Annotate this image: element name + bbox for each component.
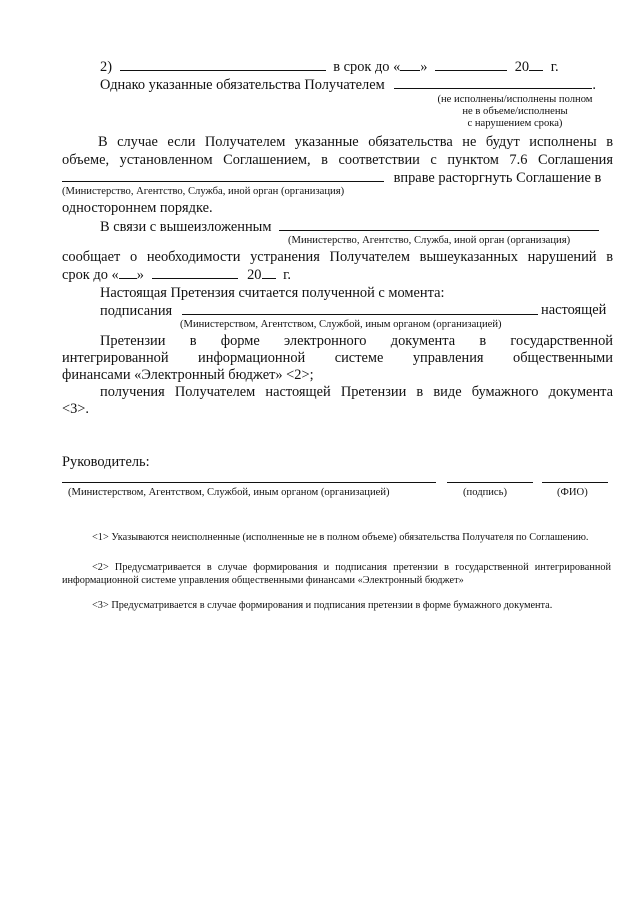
case-organ-caption: (Министерство, Агентство, Служба, иной орган (организация) [62,186,345,197]
due-deadline-label: срок до « [62,267,119,283]
signature-organ-caption: (Министерством, Агентством, Службой, иным органом (организацией) [68,487,390,498]
item-2-month-blank[interactable] [435,58,507,71]
item-2-line [100,58,559,76]
item-2-day-blank[interactable] [400,58,420,71]
claim-sign-prefix: подписания [100,303,173,319]
item-2-year-blank[interactable] [529,58,543,71]
signature-sign-caption: (подпись) [463,487,507,498]
item-2-deadline-label: в срок до « [333,59,401,75]
due-line-1 [100,218,599,236]
case-organ-blank[interactable] [62,169,384,182]
electronic-line-3: финансами «Электронный бюджет» <2>; [62,367,314,383]
however-period: . [592,77,596,93]
case-line-4: одностороннем порядке. [62,200,213,216]
however-caption-line-1: (не исполнены/исполнены полном [437,94,593,105]
item-2-year-suffix: г. [550,59,559,75]
electronic-line-2: интегрированной информационной системе управления общественными [62,350,613,366]
electronic-line-1: Претензии в форме электронного документа в государственной [100,333,613,349]
item-2-close-quote: » [420,59,428,75]
paper-line-1: получения Получателем настоящей Претензии в виде бумажного документа [100,384,613,400]
due-line-3 [62,266,291,284]
due-day-blank[interactable] [119,266,137,279]
signature-heading: Руководитель: [62,454,150,470]
however-text: Однако указанные обязательства Получателем [100,77,385,93]
claim-organ-blank[interactable] [182,302,538,315]
however-caption [420,94,610,130]
item-2-obligation-blank[interactable] [120,58,326,71]
footnote-1: <1> Указываются неисполненные (исполненные не в полном объеме) обязательства Получателя по Соглашению. [92,532,589,543]
signature-name-line[interactable] [542,482,608,483]
claim-line-1: Настоящая Претензия считается полученной с момента: [100,285,445,301]
however-caption-line-2: не в объеме/исполнены [462,106,568,117]
due-prefix: В связи с вышеизложенным [100,219,272,235]
due-organ-caption: (Министерство, Агентство, Служба, иной орган (организация) [288,235,571,246]
case-terminate-text: вправе расторгнуть Соглашение в [393,170,602,186]
signature-sign-line[interactable] [447,482,533,483]
due-year-blank[interactable] [262,266,276,279]
item-2-year-prefix: 20 [514,59,530,75]
however-caption-line-3: с нарушением срока) [467,118,563,129]
claim-sign-suffix: настоящей [541,302,607,318]
claim-organ-caption: (Министерством, Агентством, Службой, иным органом (организацией) [180,319,502,330]
due-organ-blank[interactable] [279,218,599,231]
footnote-2: <2> Предусматривается в случае формирования и подписания претензии в государственной интегрированной информационной системе управления общественными финансами «Электронный бюджет» [62,562,611,586]
case-line-3 [62,169,601,187]
item-2-number: 2) [100,59,112,75]
however-status-blank[interactable] [394,76,592,89]
signature-organ-line[interactable] [62,482,436,483]
due-month-blank[interactable] [152,266,238,279]
due-year-suffix: г. [283,267,291,283]
due-close-quote: » [136,267,144,283]
footnote-3: <3> Предусматривается в случае формирования и подписания претензии в форме бумажного документа. [92,600,553,611]
signature-name-caption: (ФИО) [557,487,588,498]
due-year-prefix: 20 [247,267,262,283]
however-line [100,76,596,94]
paper-line-2: <3>. [62,401,90,417]
due-line-2: сообщает о необходимости устранения Получателем вышеуказанных нарушений в [62,249,613,265]
case-line-2: объеме, установленном Соглашением, в соответствии с пунктом 7.6 Соглашения [62,152,613,168]
case-line-1: В случае если Получателем указанные обязательства не будут исполнены в [98,134,613,150]
claim-sign-line [100,302,538,320]
